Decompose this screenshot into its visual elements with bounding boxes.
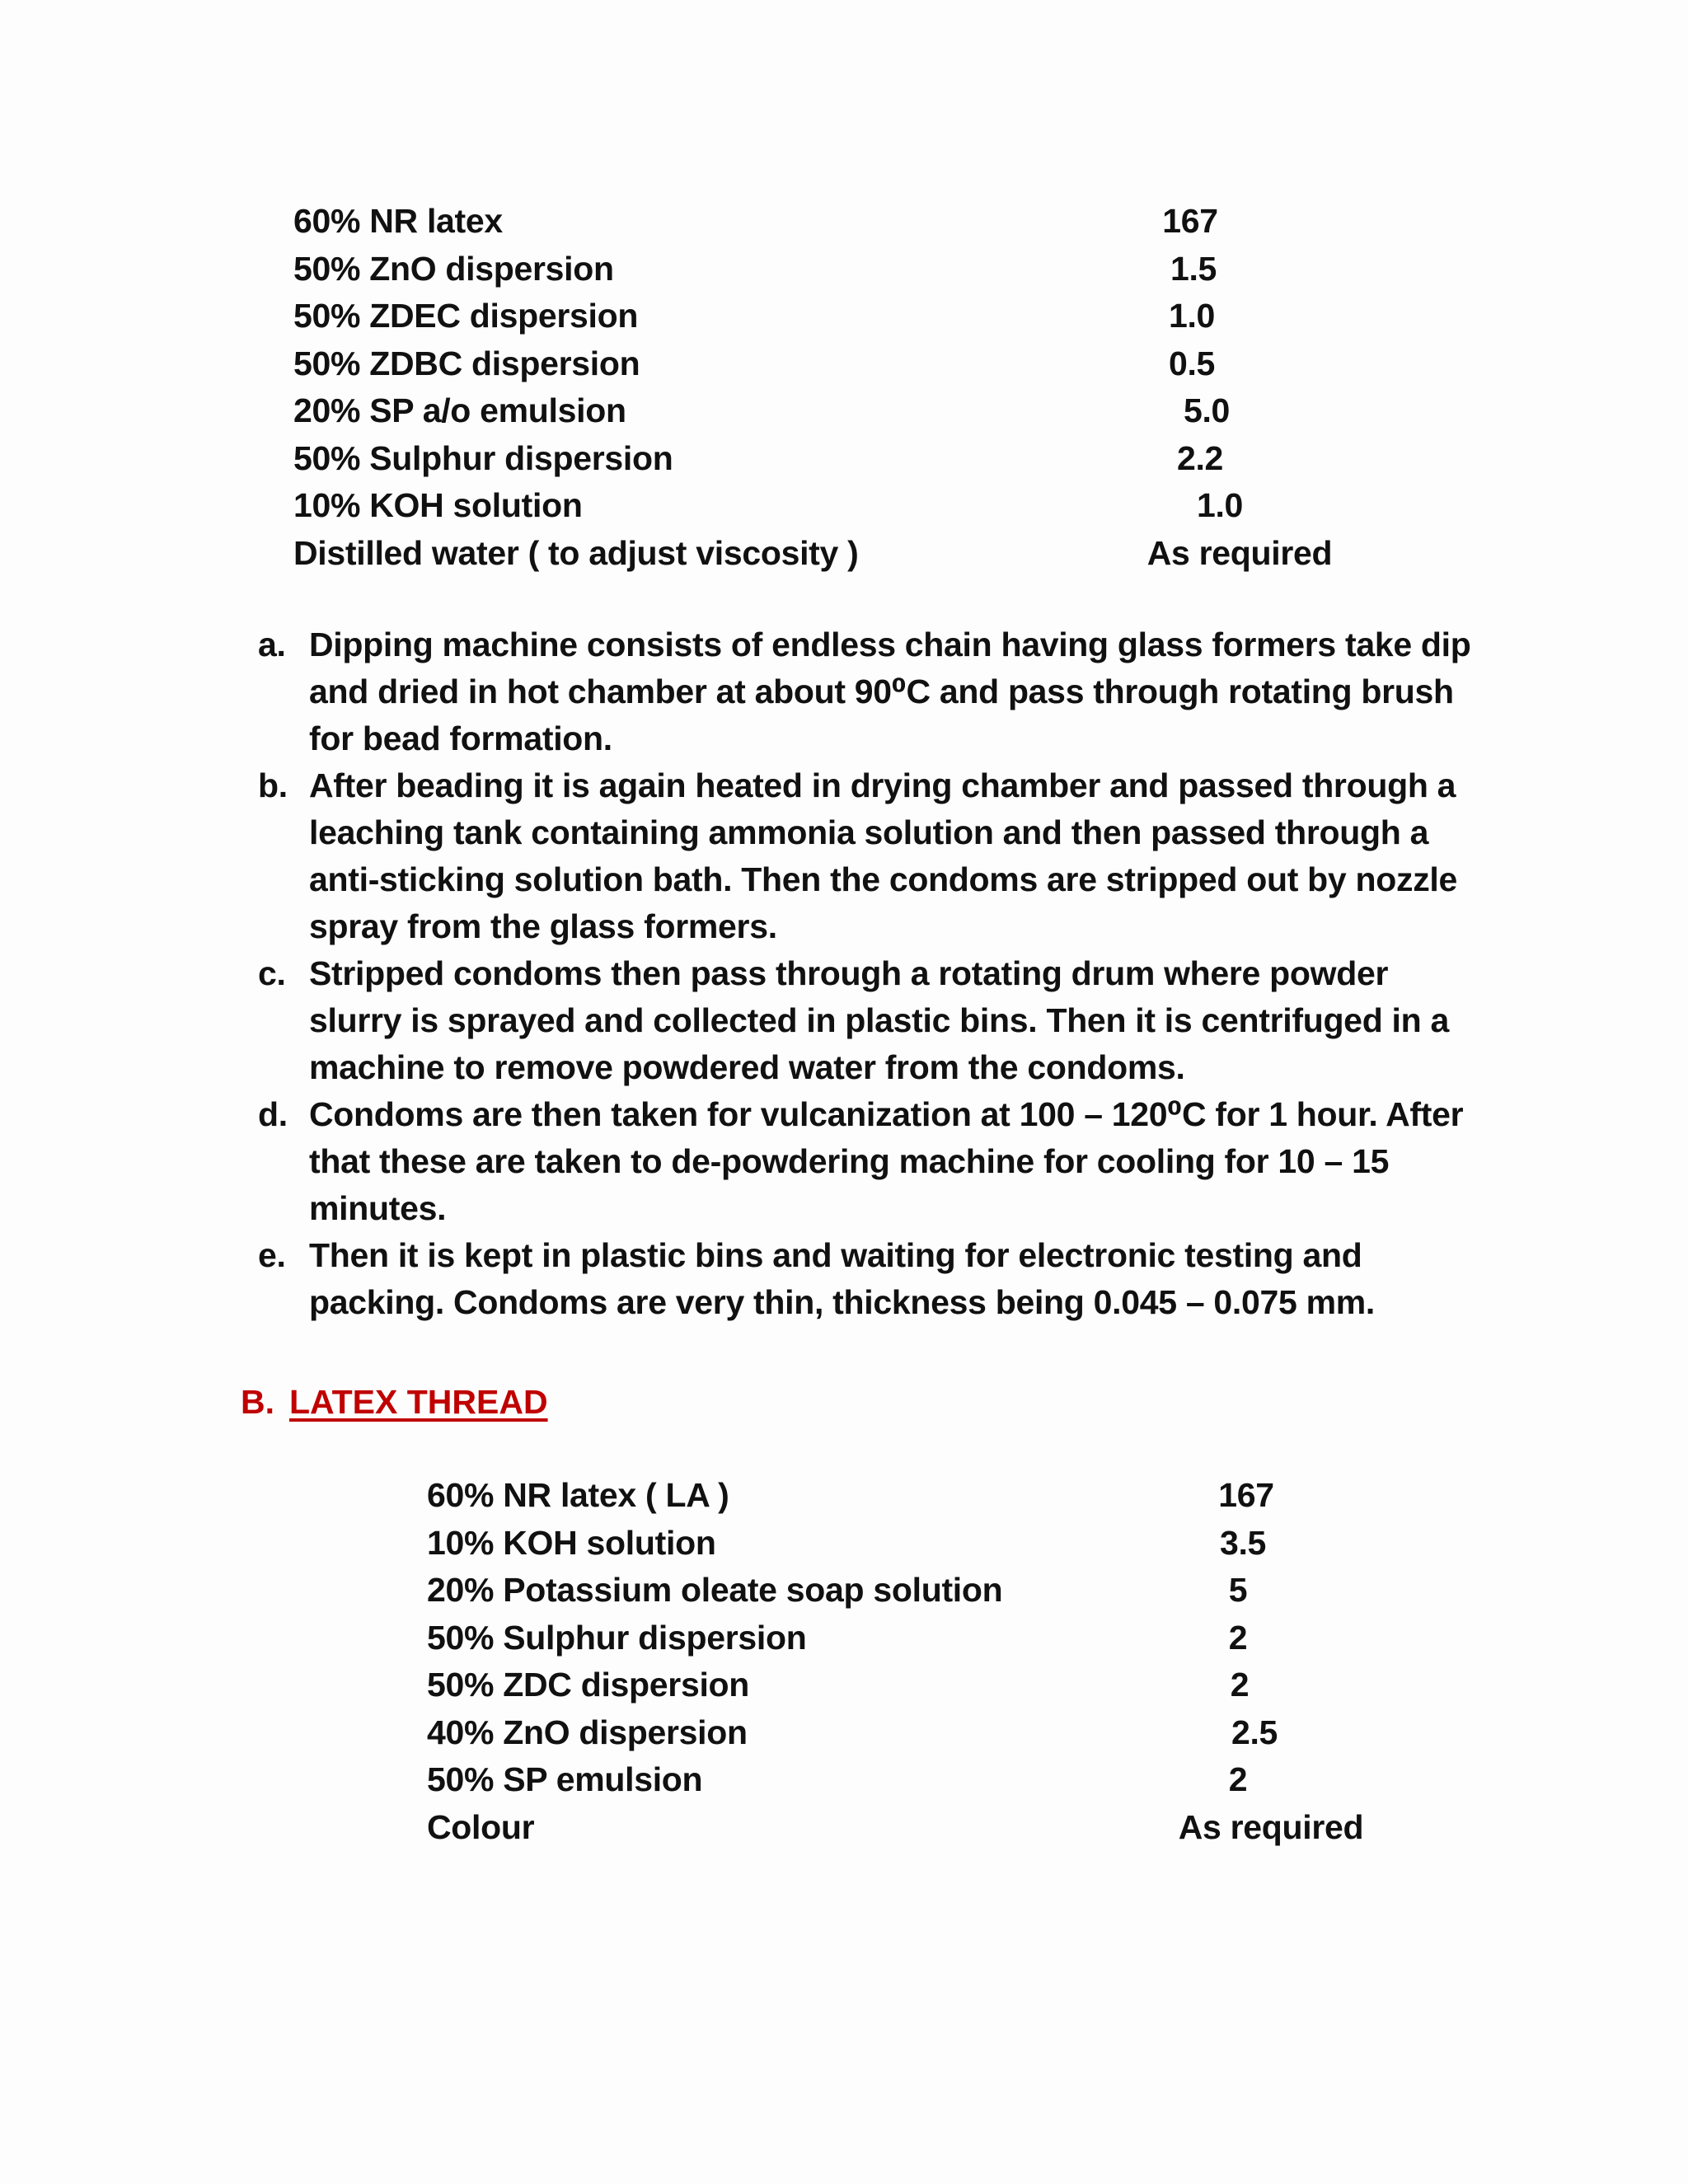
table-row xyxy=(293,340,1447,388)
table-row xyxy=(293,530,1447,578)
ingredient-name: 50% SP emulsion xyxy=(427,1760,703,1798)
ingredient-name: 50% ZDBC dispersion xyxy=(293,344,640,382)
list-item xyxy=(258,621,1478,762)
table-row xyxy=(427,1804,1498,1852)
ingredient-amount: 2.5 xyxy=(1231,1713,1278,1751)
ingredient-amount: 1.5 xyxy=(1170,249,1217,288)
table-row xyxy=(293,387,1447,435)
table-row xyxy=(427,1709,1498,1757)
ingredient-name: Colour xyxy=(427,1807,535,1846)
list-item xyxy=(258,762,1478,950)
ingredient-name: 40% ZnO dispersion xyxy=(427,1713,748,1751)
ingredient-amount: 3.5 xyxy=(1219,1523,1267,1562)
ingredient-name: 50% ZDC dispersion xyxy=(427,1666,750,1704)
ingredient-amount: 5 xyxy=(1228,1571,1248,1609)
table-row xyxy=(293,482,1447,530)
ingredient-name: 20% Potassium oleate soap solution xyxy=(427,1571,1003,1609)
list-item xyxy=(258,1091,1478,1232)
step-text: Condoms are then taken for vulcanization at 100 – 120⁰C for 1 hour. After that these are taken to de-powdering machine for cooling for 10 – 15 minutes. xyxy=(309,1095,1464,1227)
ingredient-name: 60% NR latex xyxy=(293,202,503,240)
table-row xyxy=(427,1472,1498,1520)
ingredient-amount: 2 xyxy=(1228,1618,1248,1657)
ingredient-name: Distilled water ( to adjust viscosity ) xyxy=(293,533,859,572)
step-text: Dipping machine consists of endless chain having glass formers take dip and dried in hot chamber at about 90⁰C and pass through rotating brush for bead formation. xyxy=(309,626,1471,757)
ingredient-name: 10% KOH solution xyxy=(427,1523,716,1562)
step-letter: e. xyxy=(258,1236,286,1274)
ingredient-amount: As required xyxy=(1146,533,1333,572)
ingredient-amount: As required xyxy=(1178,1807,1364,1846)
table-row xyxy=(427,1615,1498,1662)
ingredient-amount: 2 xyxy=(1228,1760,1248,1798)
list-item xyxy=(258,950,1478,1091)
ingredient-name: 10% KOH solution xyxy=(293,486,583,524)
table-row xyxy=(293,435,1447,483)
ingredient-amount: 1.0 xyxy=(1196,486,1244,524)
step-letter: b. xyxy=(258,766,288,804)
ingredient-amount: 5.0 xyxy=(1183,391,1231,429)
ingredient-amount: 167 xyxy=(1218,1476,1274,1514)
ingredient-amount: 167 xyxy=(1162,202,1218,240)
formulation-table-latex-thread xyxy=(427,1472,1498,1851)
section-title: LATEX THREAD xyxy=(289,1383,548,1421)
list-item xyxy=(258,1232,1478,1326)
step-text: After beading it is again heated in drying chamber and passed through a leaching tank containing ammonia solution and then passed through a anti-sticking solution bath. Then the condoms are stripped out by nozzle spray from the glass formers. xyxy=(309,766,1457,945)
ingredient-amount: 1.0 xyxy=(1168,297,1216,335)
table-row xyxy=(293,198,1447,246)
ingredient-name: 50% Sulphur dispersion xyxy=(427,1618,807,1657)
table-row xyxy=(293,293,1447,340)
table-row xyxy=(427,1661,1498,1709)
step-letter: d. xyxy=(258,1095,288,1133)
step-letter: a. xyxy=(258,626,286,663)
table-row xyxy=(293,246,1447,293)
ingredient-amount: 2 xyxy=(1230,1666,1250,1704)
ingredient-amount: 2.2 xyxy=(1176,438,1224,477)
process-steps-list xyxy=(258,621,1478,1326)
step-letter: c. xyxy=(258,954,286,992)
section-letter: B. xyxy=(241,1383,274,1421)
table-row xyxy=(427,1520,1498,1568)
ingredient-name: 60% NR latex ( LA ) xyxy=(427,1476,729,1514)
ingredient-name: 50% Sulphur dispersion xyxy=(293,438,673,477)
formulation-table-condom xyxy=(293,198,1447,577)
ingredient-name: 50% ZDEC dispersion xyxy=(293,297,639,335)
table-row xyxy=(427,1567,1498,1615)
ingredient-name: 50% ZnO dispersion xyxy=(293,249,614,288)
ingredient-amount: 0.5 xyxy=(1168,344,1216,382)
table-row xyxy=(427,1756,1498,1804)
step-text: Stripped condoms then pass through a rotating drum where powder slurry is sprayed and collected in plastic bins. Then it is centrifuged in a machine to remove powdered water from the condoms. xyxy=(309,954,1449,1086)
ingredient-name: 20% SP a/o emulsion xyxy=(293,391,626,429)
step-text: Then it is kept in plastic bins and waiting for electronic testing and packing. Condoms are very thin, thickness being 0.045 – 0.075 mm. xyxy=(309,1236,1376,1321)
section-heading xyxy=(241,1379,548,1426)
